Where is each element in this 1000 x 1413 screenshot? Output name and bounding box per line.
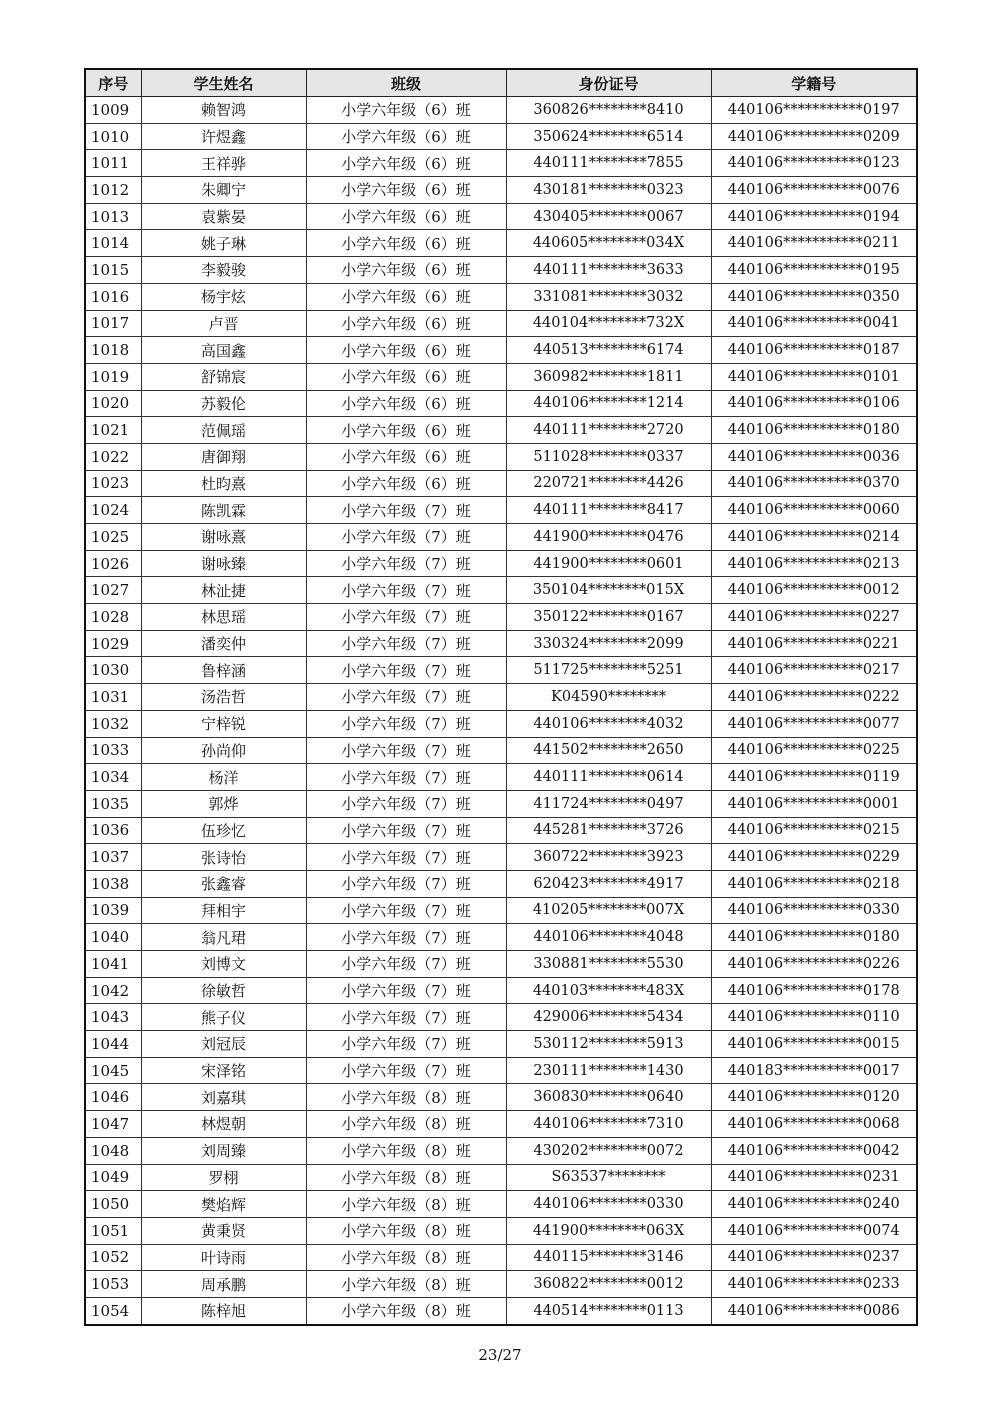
cell-student-number: 440106***********0106 xyxy=(711,390,917,417)
table-row xyxy=(85,684,917,711)
table-row xyxy=(85,1004,917,1031)
cell-student-name: 黄秉贤 xyxy=(141,1217,306,1244)
cell-id-number: 440514********0113 xyxy=(506,1297,711,1324)
cell-student-number: 440106***********0211 xyxy=(711,230,917,257)
table-row xyxy=(85,203,917,230)
cell-student-name: 宁梓锐 xyxy=(141,710,306,737)
cell-id-number: 350104********015X xyxy=(506,577,711,604)
cell-seq: 1015 xyxy=(85,257,141,284)
cell-student-name: 汤浩哲 xyxy=(141,684,306,711)
cell-class: 小学六年级（7）班 xyxy=(306,764,506,791)
cell-student-name: 杨洋 xyxy=(141,764,306,791)
cell-class: 小学六年级（7）班 xyxy=(306,951,506,978)
cell-student-name: 叶诗雨 xyxy=(141,1244,306,1271)
cell-class: 小学六年级（8）班 xyxy=(306,1084,506,1111)
table-row xyxy=(85,1031,917,1058)
cell-id-number: S63537******** xyxy=(506,1164,711,1191)
cell-id-number: 445281********3726 xyxy=(506,817,711,844)
cell-seq: 1041 xyxy=(85,951,141,978)
table-row xyxy=(85,123,917,150)
cell-class: 小学六年级（6）班 xyxy=(306,230,506,257)
cell-id-number: 441900********0601 xyxy=(506,550,711,577)
cell-student-number: 440106***********0036 xyxy=(711,443,917,470)
cell-seq: 1049 xyxy=(85,1164,141,1191)
cell-student-number: 440106***********0060 xyxy=(711,497,917,524)
cell-seq: 1052 xyxy=(85,1244,141,1271)
cell-student-name: 袁紫晏 xyxy=(141,203,306,230)
cell-id-number: 440106********4048 xyxy=(506,924,711,951)
cell-seq: 1034 xyxy=(85,764,141,791)
cell-class: 小学六年级（6）班 xyxy=(306,443,506,470)
cell-student-name: 许煜鑫 xyxy=(141,123,306,150)
cell-id-number: 360822********0012 xyxy=(506,1271,711,1298)
cell-id-number: 440111********8417 xyxy=(506,497,711,524)
cell-student-number: 440106***********0330 xyxy=(711,897,917,924)
cell-student-number: 440106***********0231 xyxy=(711,1164,917,1191)
cell-class: 小学六年级（7）班 xyxy=(306,657,506,684)
table-row xyxy=(85,630,917,657)
cell-seq: 1036 xyxy=(85,817,141,844)
table-row xyxy=(85,177,917,204)
table-row xyxy=(85,1191,917,1218)
cell-student-name: 卢晋 xyxy=(141,310,306,337)
cell-class: 小学六年级（7）班 xyxy=(306,497,506,524)
table-row xyxy=(85,817,917,844)
cell-student-name: 舒锦宸 xyxy=(141,363,306,390)
cell-student-number: 440106***********0227 xyxy=(711,604,917,631)
cell-student-number: 440106***********0041 xyxy=(711,310,917,337)
cell-seq: 1023 xyxy=(85,470,141,497)
cell-seq: 1018 xyxy=(85,337,141,364)
table-row xyxy=(85,257,917,284)
cell-student-name: 杨宇炫 xyxy=(141,283,306,310)
cell-student-name: 姚子琳 xyxy=(141,230,306,257)
cell-seq: 1025 xyxy=(85,524,141,551)
cell-student-number: 440106***********0042 xyxy=(711,1137,917,1164)
cell-student-name: 鲁梓涵 xyxy=(141,657,306,684)
cell-seq: 1013 xyxy=(85,203,141,230)
cell-seq: 1046 xyxy=(85,1084,141,1111)
table-row xyxy=(85,1164,917,1191)
cell-seq: 1022 xyxy=(85,443,141,470)
table-row xyxy=(85,283,917,310)
cell-seq: 1014 xyxy=(85,230,141,257)
cell-id-number: 440111********3633 xyxy=(506,257,711,284)
cell-seq: 1026 xyxy=(85,550,141,577)
table-row xyxy=(85,230,917,257)
cell-id-number: 330881********5530 xyxy=(506,951,711,978)
table-row xyxy=(85,1137,917,1164)
cell-id-number: 230111********1430 xyxy=(506,1057,711,1084)
cell-seq: 1045 xyxy=(85,1057,141,1084)
cell-student-number: 440106***********0209 xyxy=(711,123,917,150)
cell-student-name: 唐御翔 xyxy=(141,443,306,470)
cell-class: 小学六年级（8）班 xyxy=(306,1217,506,1244)
cell-seq: 1029 xyxy=(85,630,141,657)
cell-student-number: 440106***********0194 xyxy=(711,203,917,230)
cell-id-number: 350624********6514 xyxy=(506,123,711,150)
cell-seq: 1038 xyxy=(85,870,141,897)
cell-class: 小学六年级（7）班 xyxy=(306,977,506,1004)
cell-class: 小学六年级（6）班 xyxy=(306,337,506,364)
cell-student-name: 张诗怡 xyxy=(141,844,306,871)
cell-seq: 1020 xyxy=(85,390,141,417)
cell-class: 小学六年级（7）班 xyxy=(306,817,506,844)
cell-class: 小学六年级（6）班 xyxy=(306,123,506,150)
cell-id-number: 440106********1214 xyxy=(506,390,711,417)
page-number: 23/27 xyxy=(478,1346,522,1364)
cell-class: 小学六年级（7）班 xyxy=(306,1004,506,1031)
cell-student-number: 440106***********0370 xyxy=(711,470,917,497)
cell-student-number: 440106***********0214 xyxy=(711,524,917,551)
cell-seq: 1033 xyxy=(85,737,141,764)
cell-seq: 1042 xyxy=(85,977,141,1004)
cell-student-number: 440183***********0017 xyxy=(711,1057,917,1084)
table-row xyxy=(85,1271,917,1298)
cell-student-name: 刘冠辰 xyxy=(141,1031,306,1058)
table-row xyxy=(85,897,917,924)
cell-seq: 1054 xyxy=(85,1297,141,1324)
table-header xyxy=(85,69,917,97)
cell-student-name: 林思瑶 xyxy=(141,604,306,631)
cell-seq: 1024 xyxy=(85,497,141,524)
cell-seq: 1043 xyxy=(85,1004,141,1031)
cell-student-number: 440106***********0195 xyxy=(711,257,917,284)
cell-student-number: 440106***********0350 xyxy=(711,283,917,310)
cell-student-number: 440106***********0240 xyxy=(711,1191,917,1218)
cell-student-number: 440106***********0229 xyxy=(711,844,917,871)
header-class: 班级 xyxy=(306,69,506,97)
cell-student-number: 440106***********0217 xyxy=(711,657,917,684)
cell-student-name: 陈凯霖 xyxy=(141,497,306,524)
cell-student-name: 杜昀熹 xyxy=(141,470,306,497)
cell-student-number: 440106***********0178 xyxy=(711,977,917,1004)
cell-seq: 1019 xyxy=(85,363,141,390)
cell-class: 小学六年级（7）班 xyxy=(306,870,506,897)
cell-student-number: 440106***********0222 xyxy=(711,684,917,711)
cell-id-number: 440104********732X xyxy=(506,310,711,337)
cell-student-name: 张鑫睿 xyxy=(141,870,306,897)
table-body xyxy=(85,97,917,1325)
cell-id-number: 360982********1811 xyxy=(506,363,711,390)
cell-class: 小学六年级（7）班 xyxy=(306,737,506,764)
cell-seq: 1030 xyxy=(85,657,141,684)
table-row xyxy=(85,1057,917,1084)
cell-seq: 1028 xyxy=(85,604,141,631)
cell-student-number: 440106***********0101 xyxy=(711,363,917,390)
table-row xyxy=(85,1217,917,1244)
cell-student-name: 孙尚仰 xyxy=(141,737,306,764)
cell-student-number: 440106***********0077 xyxy=(711,710,917,737)
cell-student-number: 440106***********0015 xyxy=(711,1031,917,1058)
cell-class: 小学六年级（7）班 xyxy=(306,790,506,817)
cell-class: 小学六年级（7）班 xyxy=(306,577,506,604)
cell-student-number: 440106***********0076 xyxy=(711,177,917,204)
cell-id-number: 440513********6174 xyxy=(506,337,711,364)
cell-student-name: 谢咏臻 xyxy=(141,550,306,577)
table-row xyxy=(85,337,917,364)
cell-id-number: 440605********034X xyxy=(506,230,711,257)
cell-student-name: 陈梓旭 xyxy=(141,1297,306,1324)
cell-id-number: K04590******** xyxy=(506,684,711,711)
cell-student-name: 朱卿宁 xyxy=(141,177,306,204)
cell-class: 小学六年级（7）班 xyxy=(306,684,506,711)
cell-id-number: 620423********4917 xyxy=(506,870,711,897)
cell-id-number: 441900********063X xyxy=(506,1217,711,1244)
cell-student-number: 440106***********0225 xyxy=(711,737,917,764)
cell-seq: 1011 xyxy=(85,150,141,177)
cell-seq: 1044 xyxy=(85,1031,141,1058)
cell-class: 小学六年级（7）班 xyxy=(306,844,506,871)
cell-student-number: 440106***********0226 xyxy=(711,951,917,978)
cell-student-name: 王祥骅 xyxy=(141,150,306,177)
cell-class: 小学六年级（6）班 xyxy=(306,390,506,417)
cell-id-number: 440103********483X xyxy=(506,977,711,1004)
cell-student-number: 440106***********0086 xyxy=(711,1297,917,1324)
cell-student-name: 熊子仪 xyxy=(141,1004,306,1031)
table-row xyxy=(85,657,917,684)
table-row xyxy=(85,870,917,897)
header-seq: 序号 xyxy=(85,69,141,97)
cell-student-number: 440106***********0221 xyxy=(711,630,917,657)
cell-student-number: 440106***********0213 xyxy=(711,550,917,577)
cell-id-number: 511725********5251 xyxy=(506,657,711,684)
cell-class: 小学六年级（7）班 xyxy=(306,1057,506,1084)
cell-class: 小学六年级（8）班 xyxy=(306,1297,506,1324)
cell-class: 小学六年级（8）班 xyxy=(306,1137,506,1164)
table-row xyxy=(85,1084,917,1111)
header-id-number: 身份证号 xyxy=(506,69,711,97)
cell-student-name: 刘嘉琪 xyxy=(141,1084,306,1111)
cell-id-number: 441900********0476 xyxy=(506,524,711,551)
cell-student-name: 谢咏熹 xyxy=(141,524,306,551)
cell-id-number: 440106********4032 xyxy=(506,710,711,737)
cell-id-number: 440115********3146 xyxy=(506,1244,711,1271)
cell-class: 小学六年级（7）班 xyxy=(306,897,506,924)
cell-class: 小学六年级（6）班 xyxy=(306,283,506,310)
table-row xyxy=(85,1244,917,1271)
cell-id-number: 350122********0167 xyxy=(506,604,711,631)
table-row xyxy=(85,790,917,817)
table-row xyxy=(85,737,917,764)
cell-id-number: 430405********0067 xyxy=(506,203,711,230)
cell-seq: 1027 xyxy=(85,577,141,604)
table-row xyxy=(85,150,917,177)
header-student-number: 学籍号 xyxy=(711,69,917,97)
cell-student-name: 罗栩 xyxy=(141,1164,306,1191)
table-row xyxy=(85,310,917,337)
cell-seq: 1053 xyxy=(85,1271,141,1298)
cell-student-name: 刘博文 xyxy=(141,951,306,978)
header-row xyxy=(85,69,917,97)
cell-class: 小学六年级（6）班 xyxy=(306,310,506,337)
table-row xyxy=(85,764,917,791)
table-row xyxy=(85,417,917,444)
cell-id-number: 430181********0323 xyxy=(506,177,711,204)
cell-student-number: 440106***********0123 xyxy=(711,150,917,177)
cell-class: 小学六年级（6）班 xyxy=(306,417,506,444)
cell-class: 小学六年级（8）班 xyxy=(306,1111,506,1138)
cell-id-number: 440111********2720 xyxy=(506,417,711,444)
cell-class: 小学六年级（7）班 xyxy=(306,550,506,577)
cell-seq: 1037 xyxy=(85,844,141,871)
cell-seq: 1009 xyxy=(85,97,141,124)
cell-student-name: 翁凡珺 xyxy=(141,924,306,951)
cell-student-name: 徐敏哲 xyxy=(141,977,306,1004)
table-row xyxy=(85,951,917,978)
cell-id-number: 440106********7310 xyxy=(506,1111,711,1138)
cell-class: 小学六年级（6）班 xyxy=(306,257,506,284)
cell-class: 小学六年级（7）班 xyxy=(306,524,506,551)
cell-student-number: 440106***********0197 xyxy=(711,97,917,124)
table-row xyxy=(85,1111,917,1138)
cell-class: 小学六年级（6）班 xyxy=(306,97,506,124)
cell-seq: 1021 xyxy=(85,417,141,444)
cell-student-number: 440106***********0119 xyxy=(711,764,917,791)
cell-class: 小学六年级（7）班 xyxy=(306,630,506,657)
cell-class: 小学六年级（6）班 xyxy=(306,150,506,177)
cell-class: 小学六年级（7）班 xyxy=(306,710,506,737)
cell-seq: 1031 xyxy=(85,684,141,711)
cell-id-number: 331081********3032 xyxy=(506,283,711,310)
cell-id-number: 410205********007X xyxy=(506,897,711,924)
cell-class: 小学六年级（7）班 xyxy=(306,924,506,951)
cell-student-name: 宋泽铭 xyxy=(141,1057,306,1084)
table-row xyxy=(85,497,917,524)
cell-id-number: 429006********5434 xyxy=(506,1004,711,1031)
cell-seq: 1035 xyxy=(85,790,141,817)
cell-student-name: 赖智鸿 xyxy=(141,97,306,124)
table-row xyxy=(85,924,917,951)
cell-student-number: 440106***********0120 xyxy=(711,1084,917,1111)
cell-student-number: 440106***********0237 xyxy=(711,1244,917,1271)
table-row xyxy=(85,363,917,390)
cell-class: 小学六年级（6）班 xyxy=(306,470,506,497)
student-roster-table xyxy=(84,68,918,1326)
cell-seq: 1047 xyxy=(85,1111,141,1138)
cell-id-number: 440111********7855 xyxy=(506,150,711,177)
table-row xyxy=(85,577,917,604)
table-row xyxy=(85,470,917,497)
cell-student-name: 范佩瑶 xyxy=(141,417,306,444)
cell-id-number: 440106********0330 xyxy=(506,1191,711,1218)
cell-student-name: 伍珍忆 xyxy=(141,817,306,844)
cell-student-name: 周承鹏 xyxy=(141,1271,306,1298)
table-row xyxy=(85,443,917,470)
cell-student-number: 440106***********0180 xyxy=(711,417,917,444)
cell-seq: 1048 xyxy=(85,1137,141,1164)
cell-student-name: 苏毅伦 xyxy=(141,390,306,417)
cell-id-number: 360722********3923 xyxy=(506,844,711,871)
cell-student-number: 440106***********0180 xyxy=(711,924,917,951)
cell-id-number: 511028********0337 xyxy=(506,443,711,470)
table-row xyxy=(85,97,917,124)
cell-student-number: 440106***********0012 xyxy=(711,577,917,604)
cell-student-name: 拜相宇 xyxy=(141,897,306,924)
cell-student-name: 樊焰辉 xyxy=(141,1191,306,1218)
cell-seq: 1032 xyxy=(85,710,141,737)
cell-student-number: 440106***********0074 xyxy=(711,1217,917,1244)
table-row xyxy=(85,550,917,577)
cell-seq: 1039 xyxy=(85,897,141,924)
cell-class: 小学六年级（6）班 xyxy=(306,363,506,390)
cell-id-number: 441502********2650 xyxy=(506,737,711,764)
table-row xyxy=(85,1297,917,1324)
table-row xyxy=(85,844,917,871)
cell-student-number: 440106***********0215 xyxy=(711,817,917,844)
cell-seq: 1012 xyxy=(85,177,141,204)
cell-class: 小学六年级（8）班 xyxy=(306,1191,506,1218)
cell-student-number: 440106***********0187 xyxy=(711,337,917,364)
cell-student-number: 440106***********0068 xyxy=(711,1111,917,1138)
cell-student-name: 林沚捷 xyxy=(141,577,306,604)
cell-student-number: 440106***********0218 xyxy=(711,870,917,897)
cell-class: 小学六年级（6）班 xyxy=(306,177,506,204)
cell-id-number: 220721********4426 xyxy=(506,470,711,497)
cell-student-number: 440106***********0110 xyxy=(711,1004,917,1031)
cell-student-name: 李毅骏 xyxy=(141,257,306,284)
cell-class: 小学六年级（8）班 xyxy=(306,1271,506,1298)
cell-seq: 1010 xyxy=(85,123,141,150)
cell-student-name: 林煜朝 xyxy=(141,1111,306,1138)
table-row xyxy=(85,710,917,737)
cell-student-name: 潘奕仲 xyxy=(141,630,306,657)
cell-id-number: 430202********0072 xyxy=(506,1137,711,1164)
cell-student-name: 刘周臻 xyxy=(141,1137,306,1164)
cell-seq: 1040 xyxy=(85,924,141,951)
cell-class: 小学六年级（7）班 xyxy=(306,604,506,631)
cell-class: 小学六年级（8）班 xyxy=(306,1164,506,1191)
cell-id-number: 440111********0614 xyxy=(506,764,711,791)
cell-id-number: 360830********0640 xyxy=(506,1084,711,1111)
table-row xyxy=(85,390,917,417)
cell-student-number: 440106***********0233 xyxy=(711,1271,917,1298)
cell-student-name: 高国鑫 xyxy=(141,337,306,364)
cell-id-number: 530112********5913 xyxy=(506,1031,711,1058)
table-row xyxy=(85,524,917,551)
cell-student-name: 郭烨 xyxy=(141,790,306,817)
table-row xyxy=(85,604,917,631)
table-row xyxy=(85,977,917,1004)
cell-id-number: 360826********8410 xyxy=(506,97,711,124)
cell-seq: 1017 xyxy=(85,310,141,337)
cell-seq: 1016 xyxy=(85,283,141,310)
cell-class: 小学六年级（6）班 xyxy=(306,203,506,230)
cell-seq: 1051 xyxy=(85,1217,141,1244)
cell-id-number: 330324********2099 xyxy=(506,630,711,657)
cell-class: 小学六年级（7）班 xyxy=(306,1031,506,1058)
cell-class: 小学六年级（8）班 xyxy=(306,1244,506,1271)
cell-id-number: 411724********0497 xyxy=(506,790,711,817)
header-student-name: 学生姓名 xyxy=(141,69,306,97)
cell-student-number: 440106***********0001 xyxy=(711,790,917,817)
cell-seq: 1050 xyxy=(85,1191,141,1218)
